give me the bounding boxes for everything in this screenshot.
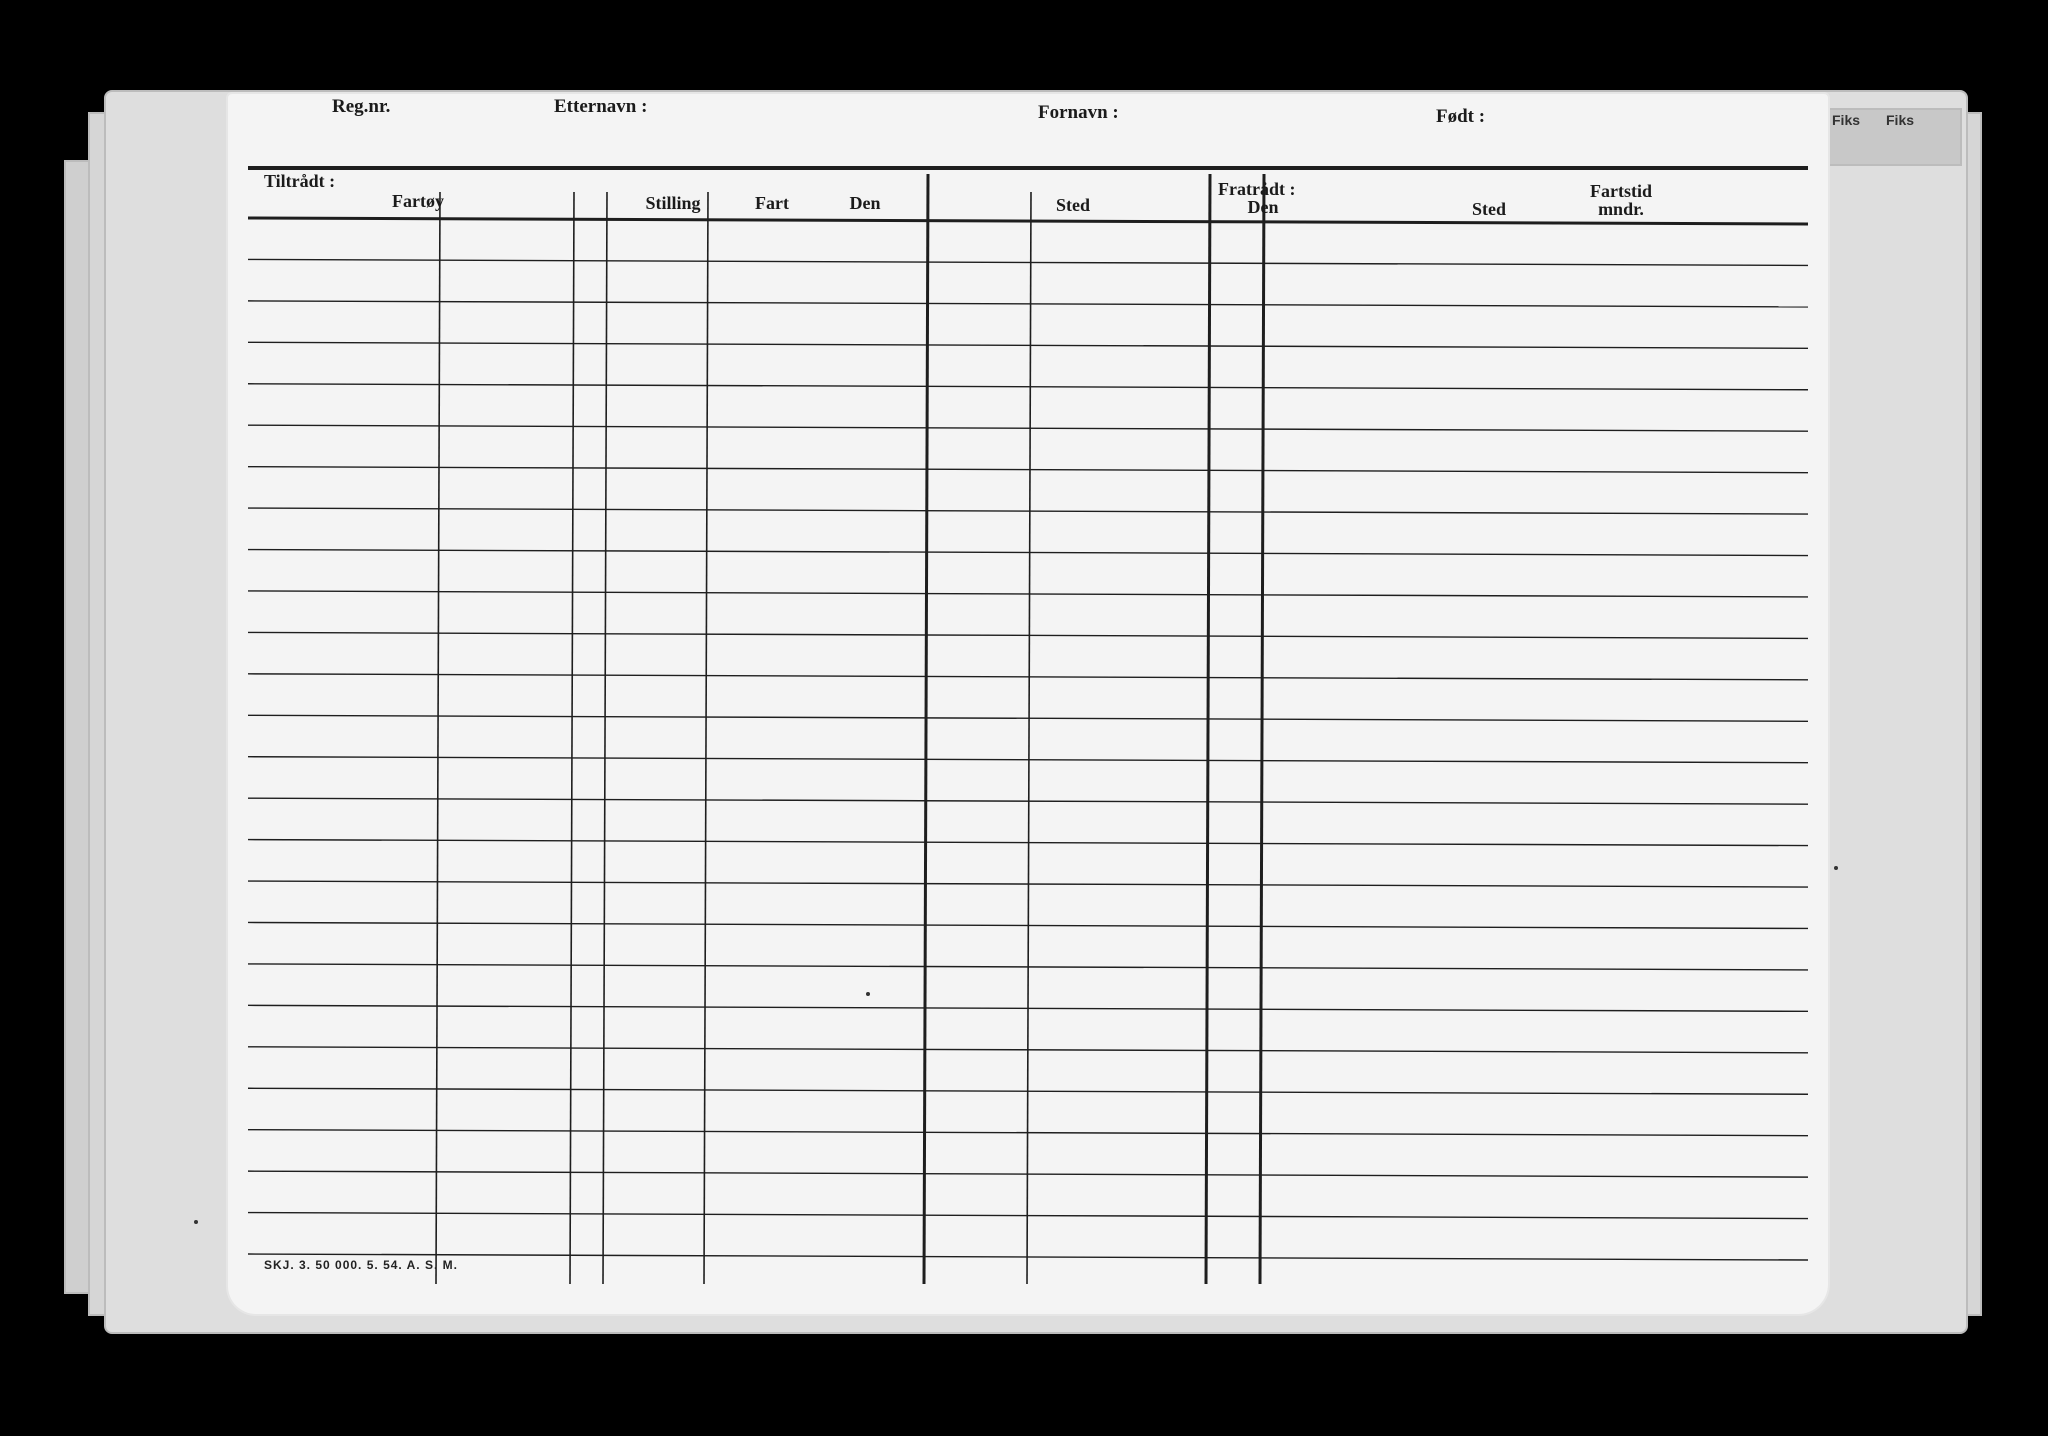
back-card-tab-label: Fiks xyxy=(1832,112,1861,128)
column-header-tiltradt-sted: Sted xyxy=(1055,195,1090,215)
row-rule xyxy=(248,384,1808,390)
row-rule xyxy=(248,342,1808,348)
row-rule xyxy=(248,301,1808,307)
row-rule xyxy=(248,508,1808,514)
tiltradt-label: Tiltrådt : xyxy=(264,171,336,191)
column-header-fartstid-mndr: Fartstid mndr. xyxy=(1590,181,1652,219)
row-rule xyxy=(248,674,1808,680)
fodt-label: Født : xyxy=(1436,106,1486,127)
fornavn-label: Fornavn : xyxy=(1038,102,1119,123)
fratradt-label: Fratrådt : xyxy=(1218,179,1296,199)
column-header-fratradt-den: Den xyxy=(1247,197,1279,217)
ink-speck xyxy=(866,992,870,996)
header-underline xyxy=(248,218,1808,224)
column-header-tiltradt-den: Den xyxy=(849,193,881,213)
row-rule xyxy=(248,757,1808,763)
back-card-tab-label: Fiks xyxy=(1886,112,1915,128)
etternavn-label: Etternavn : xyxy=(554,96,648,117)
column-header-fratradt-sted: Sted xyxy=(1471,199,1506,219)
row-rule xyxy=(248,259,1808,265)
column-rule xyxy=(436,192,440,1284)
column-rule xyxy=(1206,174,1210,1284)
form-code: SKJ. 3. 50 000. 5. 54. A. S. M. xyxy=(264,1258,458,1272)
column-rule xyxy=(570,192,574,1284)
ledger-grid xyxy=(228,94,1828,1314)
column-header-fart: Fart xyxy=(755,193,789,213)
ink-speck xyxy=(1834,866,1838,870)
ink-speck xyxy=(194,1220,198,1224)
column-header-stilling: Stilling xyxy=(645,193,701,213)
column-rule xyxy=(704,192,708,1284)
row-rule xyxy=(248,1254,1808,1260)
column-rule xyxy=(603,192,607,1284)
row-rule xyxy=(248,715,1808,721)
column-rule xyxy=(924,174,928,1284)
row-rule xyxy=(248,467,1808,473)
row-rule xyxy=(248,425,1808,431)
column-header-fartoy: Fartøy xyxy=(392,191,444,211)
row-rule xyxy=(248,632,1808,638)
column-rule xyxy=(1027,192,1031,1284)
reg-nr-label: Reg.nr. xyxy=(332,96,391,117)
row-rule xyxy=(248,591,1808,597)
row-rule xyxy=(248,550,1808,556)
column-rule xyxy=(1260,174,1264,1284)
seaman-record-card xyxy=(228,94,1828,1314)
